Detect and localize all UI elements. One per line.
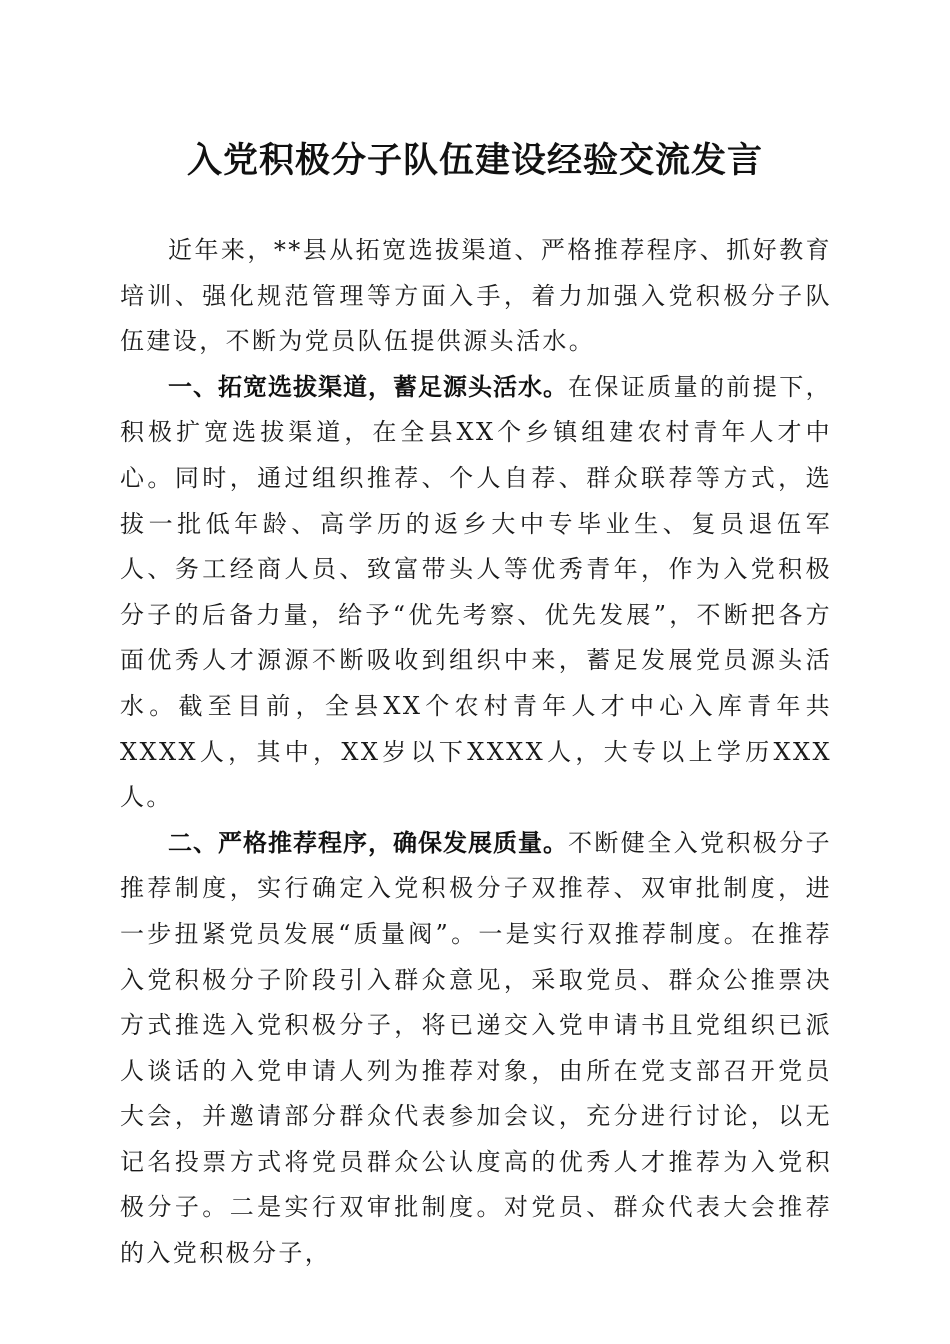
section-1-heading: 一、拓宽选拔渠道，蓄足源头活水。: [168, 372, 568, 401]
section-2-heading: 二、严格推荐程序，确保发展质量。: [168, 828, 568, 857]
section-1-text: 在保证质量的前提下，积极扩宽选拔渠道，在全县XX个乡镇组建农村青年人才中心。同时，通过组织推荐、个人自荐、群众联荐等方式，选拔一批低年龄、高学历的返乡大中专毕业生、复员退伍军人、务工经商人员、致富带头人等优秀青年，作为入党积极分子的后备力量，给予“优先考察、优先发展”，不断把各方面优秀人才源源不断吸收到组织中来，蓄足发展党员源头活水。截至目前，全县XX个农村青年人才中心入库青年共XXXX人，其中，XX岁以下XXXX人，大专以上学历XXX人。: [120, 372, 832, 812]
paragraph-intro-text: 近年来，**县从拓宽选拔渠道、严格推荐程序、抓好教育培训、强化规范管理等方面入手，着力加强入党积极分子队伍建设，不断为党员队伍提供源头活水。: [120, 236, 832, 356]
document-body: [120, 228, 832, 1277]
paragraph-intro: [120, 228, 832, 365]
document-title: 入党积极分子队伍建设经验交流发言: [186, 140, 763, 181]
section-2-text: 不断健全入党积极分子推荐制度，实行确定入党积极分子双推荐、双审批制度，进一步扭紧党员发展“质量阀”。一是实行双推荐制度。在推荐入党积极分子阶段引入群众意见，采取党员、群众公推票决方式推选入党积极分子，将已递交入党申请书且党组织已派人谈话的入党申请人列为推荐对象，由所在党支部召开党员大会，并邀请部分群众代表参加会议，充分进行讨论，以无记名投票方式将党员群众公认度高的优秀人才推荐为入党积极分子。二是实行双审批制度。对党员、群众代表大会推荐的入党积极分子，: [120, 828, 832, 1268]
paragraph-section-1: [120, 365, 832, 821]
paragraph-section-2: [120, 821, 832, 1277]
